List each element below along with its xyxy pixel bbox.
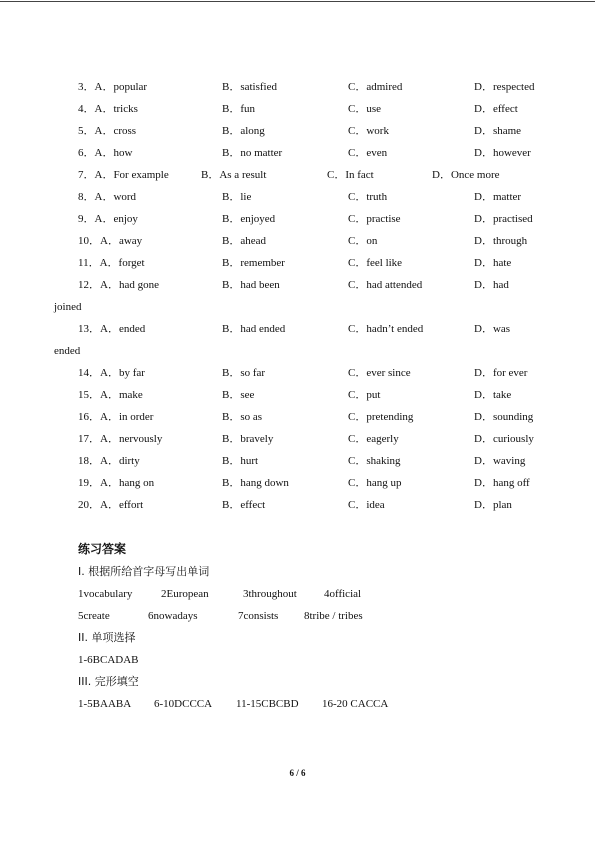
option-a: 8．A．word — [78, 191, 137, 203]
option-c: C．hadn’t ended — [348, 323, 424, 335]
option-d: D．was — [474, 323, 511, 335]
option-b: B．bravely — [222, 433, 274, 445]
option-a: 13．A．ended — [78, 323, 146, 335]
option-a: 7．A．For example — [78, 169, 169, 181]
answers-title: 练习答案 — [78, 542, 127, 556]
answer-item: 1vocabulary — [78, 588, 133, 600]
question-row — [0, 319, 595, 339]
option-a: 12．A．had gone — [78, 279, 159, 291]
option-a: 14．A．by far — [78, 367, 145, 379]
question-row — [0, 429, 595, 449]
option-c: C．pretending — [348, 411, 414, 423]
option-b: B．remember — [222, 257, 285, 269]
option-b: B．along — [222, 125, 265, 137]
answer-item: 5create — [78, 610, 110, 622]
top-rule — [0, 1, 595, 2]
option-c: C．practise — [348, 213, 401, 225]
option-c: C．truth — [348, 191, 388, 203]
option-d: D．curiously — [474, 433, 534, 445]
option-c: C．use — [348, 103, 381, 115]
answer-item: 11-15CBCBD — [236, 698, 299, 710]
option-d: D．for ever — [474, 367, 528, 379]
option-a: 15．A．make — [78, 389, 143, 401]
option-d: D．effect — [474, 103, 518, 115]
option-d-continuation: joined — [54, 301, 82, 313]
option-c: C．had attended — [348, 279, 423, 291]
option-d: D．had — [474, 279, 509, 291]
option-a: 20．A．effort — [78, 499, 144, 511]
option-d: D．take — [474, 389, 512, 401]
option-b: B．satisfied — [222, 81, 277, 93]
option-b: B．lie — [222, 191, 252, 203]
answer-item: 2European — [161, 588, 209, 600]
option-d: D．Once more — [432, 169, 500, 181]
option-b: B．so far — [222, 367, 266, 379]
option-a: 10．A．away — [78, 235, 143, 247]
option-b: B．effect — [222, 499, 266, 511]
answer-item: 1-5BAABA — [78, 698, 132, 710]
option-a: 9．A．enjoy — [78, 213, 138, 225]
question-row — [0, 121, 595, 141]
option-b: B．had ended — [222, 323, 286, 335]
section-3-heading: III. 完形填空 — [78, 675, 139, 688]
option-a: 5．A．cross — [78, 125, 137, 137]
option-d: D．hate — [474, 257, 512, 269]
option-c: C．eagerly — [348, 433, 399, 445]
question-row — [0, 77, 595, 97]
option-c: C．on — [348, 235, 378, 247]
option-a: 17．A．nervously — [78, 433, 163, 445]
option-a: 3．A．popular — [78, 81, 148, 93]
question-row — [0, 209, 595, 229]
option-c: C．work — [348, 125, 389, 137]
question-row — [0, 363, 595, 383]
option-d: D．hang off — [474, 477, 530, 489]
question-row — [0, 99, 595, 119]
option-d: D．shame — [474, 125, 522, 137]
option-a: 6．A．how — [78, 147, 133, 159]
answer-item: 16-20 CACCA — [322, 698, 389, 710]
question-row — [0, 385, 595, 405]
option-b: B．ahead — [222, 235, 266, 247]
question-row — [0, 165, 595, 185]
question-row — [0, 407, 595, 427]
answer-item: 6-10DCCCA — [154, 698, 213, 710]
option-c: C．even — [348, 147, 388, 159]
question-row — [0, 275, 595, 295]
question-row — [0, 187, 595, 207]
option-a: 18．A．dirty — [78, 455, 140, 467]
option-b: B．see — [222, 389, 255, 401]
option-d: D．through — [474, 235, 528, 247]
option-d: D．plan — [474, 499, 512, 511]
mc-answers: 1-6BCADAB — [78, 654, 139, 666]
section-2-heading: II. 单项选择 — [78, 631, 136, 644]
option-c: C．shaking — [348, 455, 401, 467]
option-b: B．As a result — [201, 169, 267, 181]
option-a: 4．A．tricks — [78, 103, 138, 115]
option-d: D．waving — [474, 455, 526, 467]
option-c: C．idea — [348, 499, 385, 511]
option-b: B．fun — [222, 103, 255, 115]
option-d: D．however — [474, 147, 531, 159]
answer-item: 8tribe / tribes — [304, 610, 363, 622]
question-row — [0, 451, 595, 471]
option-c: C．In fact — [327, 169, 374, 181]
answer-item: 4official — [324, 588, 362, 600]
option-b: B．no matter — [222, 147, 283, 159]
question-row — [0, 253, 595, 273]
option-d: D．sounding — [474, 411, 534, 423]
option-a: 11．A．forget — [78, 257, 145, 269]
option-b: B．hurt — [222, 455, 259, 467]
question-row — [0, 143, 595, 163]
option-d: D．matter — [474, 191, 522, 203]
answer-item: 7consists — [238, 610, 279, 622]
option-c: C．put — [348, 389, 381, 401]
option-b: B．enjoyed — [222, 213, 276, 225]
option-a: 16．A．in order — [78, 411, 154, 423]
option-b: B．hang down — [222, 477, 289, 489]
option-d-continuation: ended — [54, 345, 81, 357]
question-row — [0, 231, 595, 251]
section-1-heading: I. 根据所给首字母写出单词 — [78, 565, 210, 578]
answer-item: 3throughout — [243, 588, 297, 600]
option-c: C．admired — [348, 81, 403, 93]
option-c: C．ever since — [348, 367, 411, 379]
option-b: B．so as — [222, 411, 263, 423]
option-a: 19．A．hang on — [78, 477, 155, 489]
option-d: D．respected — [474, 81, 535, 93]
option-c: C．hang up — [348, 477, 402, 489]
question-row — [0, 495, 595, 515]
option-d: D．practised — [474, 213, 533, 225]
question-row — [0, 473, 595, 493]
answer-item: 6nowadays — [148, 610, 198, 622]
option-c: C．feel like — [348, 257, 403, 269]
page-number: 6 / 6 — [289, 768, 306, 778]
option-b: B．had been — [222, 279, 280, 291]
